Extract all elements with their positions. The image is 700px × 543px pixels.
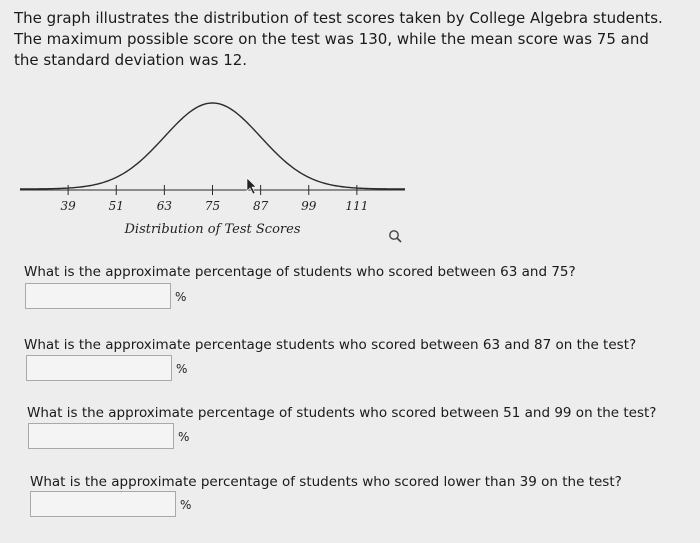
x-axis-title: Distribution of Test Scores xyxy=(124,222,301,237)
question-1-text: What is the approximate percentage of students who scored between 63 and 75? xyxy=(24,264,576,280)
answer-2-input[interactable] xyxy=(26,355,172,381)
x-tick-label-75: 75 xyxy=(204,199,221,213)
search-icon[interactable] xyxy=(390,231,401,242)
x-tick-label-99: 99 xyxy=(301,199,317,213)
x-tick-label-63: 63 xyxy=(156,199,173,213)
answer-1-unit: % xyxy=(175,290,187,304)
question-4-text: What is the approximate percentage of students who scored lower than 39 on the test? xyxy=(30,474,622,490)
answer-2-unit: % xyxy=(176,362,188,376)
answer-3-unit: % xyxy=(178,430,190,444)
answer-3-input[interactable] xyxy=(28,423,174,449)
answer-4-input[interactable] xyxy=(30,491,176,517)
question-3-text: What is the approximate percentage of students who scored between 51 and 99 on the test? xyxy=(27,405,657,421)
x-tick-label-39: 39 xyxy=(60,199,76,213)
normal-distribution-graph xyxy=(0,0,700,260)
bell-curve xyxy=(20,103,405,189)
answer-1-input[interactable] xyxy=(25,283,171,309)
answer-4-unit: % xyxy=(180,498,192,512)
x-axis-ticks xyxy=(60,185,368,213)
arrow-cursor-icon xyxy=(247,178,256,194)
x-tick-label-111: 111 xyxy=(345,199,369,213)
question-2-text: What is the approximate percentage students who scored between 63 and 87 on the test? xyxy=(24,337,637,353)
problem-statement: The graph illustrates the distribution of test scores taken by College Algebra students. The maximum possible score on the test was 130, while the mean score was 75 and the standard deviation was 12. xyxy=(14,9,663,69)
x-tick-label-51: 51 xyxy=(108,199,124,213)
x-tick-label-87: 87 xyxy=(252,199,269,213)
